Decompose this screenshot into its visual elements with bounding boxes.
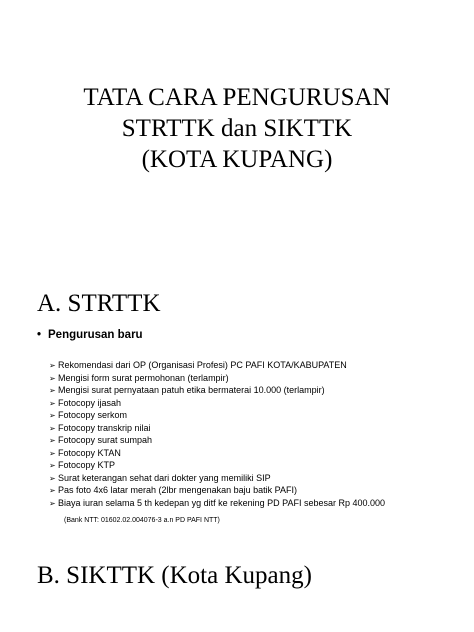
- list-item: [49, 422, 385, 435]
- list-item-text: Biaya iuran selama 5 th kedepan yg ditf ke rekening PD PAFI sebesar Rp 400.000: [58, 498, 386, 509]
- bank-account-note: (Bank NTT: 01602.02.004076-3 a.n PD PAFI NTT): [64, 517, 220, 524]
- list-item-text: Fotocopy KTP: [58, 460, 116, 471]
- arrow-bullet-icon: ➢: [49, 423, 56, 433]
- list-item: [49, 484, 385, 497]
- arrow-bullet-icon: ➢: [49, 373, 56, 383]
- title-line-2: STRTTK dan SIKTTK: [121, 115, 353, 142]
- section-b-heading: B. SIKTTK (Kota Kupang): [37, 562, 312, 589]
- list-item: [49, 409, 385, 422]
- list-item: [49, 472, 385, 485]
- list-item: [49, 384, 385, 397]
- arrow-bullet-icon: ➢: [49, 436, 56, 446]
- section-a-heading: A. STRTTK: [37, 290, 161, 317]
- list-item: [49, 459, 385, 472]
- bullet-dot-icon: •: [37, 329, 42, 341]
- bullet-label: Pengurusan baru: [48, 329, 143, 341]
- list-item: [49, 372, 385, 385]
- arrow-bullet-icon: ➢: [49, 448, 56, 458]
- page-title: [0, 82, 474, 175]
- bullet-pengurusan-baru: [37, 329, 143, 341]
- title-line-3: (KOTA KUPANG): [141, 146, 333, 173]
- arrow-bullet-icon: ➢: [49, 473, 56, 483]
- arrow-bullet-icon: ➢: [49, 486, 56, 496]
- list-item: [49, 447, 385, 460]
- list-item-text: Fotocopy surat sumpah: [58, 435, 153, 446]
- requirements-list: [49, 359, 385, 510]
- list-item: [49, 434, 385, 447]
- list-item: [49, 497, 385, 510]
- list-item-text: Mengisi surat pernyataan patuh etika bermaterai 10.000 (terlampir): [58, 385, 325, 396]
- list-item-text: Fotocopy ijasah: [58, 397, 122, 408]
- list-item-text: Surat keterangan sehat dari dokter yang memiliki SIP: [58, 472, 271, 483]
- arrow-bullet-icon: ➢: [49, 398, 56, 408]
- list-item-text: Pas foto 4x6 latar merah (2lbr mengenakan baju batik PAFI): [58, 485, 297, 496]
- arrow-bullet-icon: ➢: [49, 461, 56, 471]
- arrow-bullet-icon: ➢: [49, 499, 56, 509]
- arrow-bullet-icon: ➢: [49, 361, 56, 370]
- list-item-text: Fotocopy serkom: [58, 410, 128, 421]
- arrow-bullet-icon: ➢: [49, 386, 56, 396]
- title-line-1: TATA CARA PENGURUSAN: [83, 84, 391, 111]
- list-item-text: Rekomendasi dari OP (Organisasi Profesi) PC PAFI KOTA/KABUPATEN: [58, 360, 347, 370]
- list-item-text: Fotocopy KTAN: [58, 447, 121, 458]
- list-item: [49, 359, 385, 372]
- arrow-bullet-icon: ➢: [49, 411, 56, 421]
- list-item: [49, 397, 385, 410]
- list-item-text: Mengisi form surat permohonan (terlampir): [58, 372, 229, 383]
- list-item-text: Fotocopy transkrip nilai: [58, 422, 151, 433]
